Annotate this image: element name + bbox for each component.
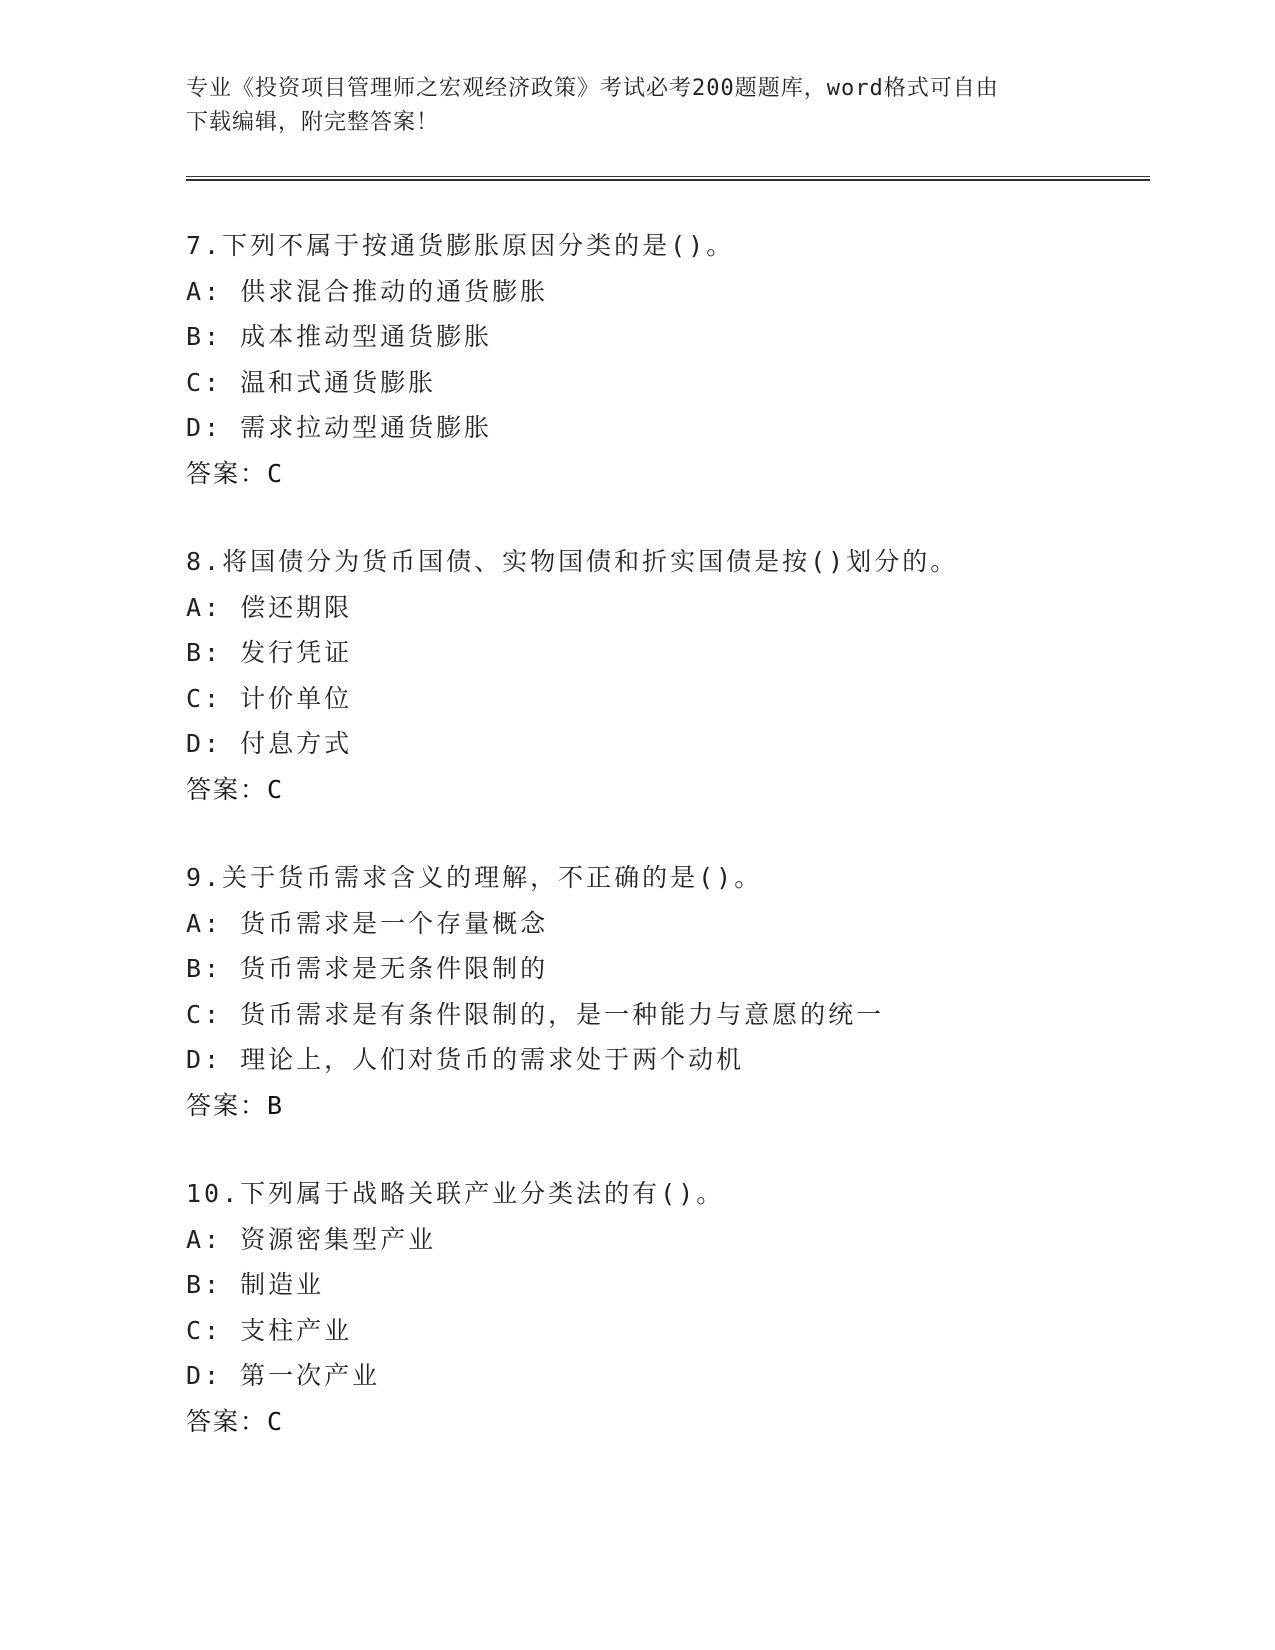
option-c: C: 温和式通货膨胀: [186, 367, 437, 397]
option-c: C: 货币需求是有条件限制的，是一种能力与意愿的统一: [186, 999, 885, 1029]
answer-line: [186, 1399, 1186, 1445]
header-line-1: 专业《投资项目管理师之宏观经济政策》考试必考200题题库，word格式可自由: [186, 76, 999, 101]
answer-value: C: [267, 1406, 285, 1436]
answer-line: [186, 1083, 1186, 1129]
option-c: C: 支柱产业: [186, 1315, 353, 1345]
option-b: B: 货币需求是无条件限制的: [186, 954, 549, 983]
answer-label: 答案：: [186, 458, 268, 488]
option-d: D: 第一次产业: [186, 1361, 381, 1390]
option-a: A: 偿还期限: [186, 592, 353, 622]
answer-label: 答案：: [186, 1406, 268, 1436]
option-d: D: 需求拉动型通货膨胀: [186, 413, 493, 442]
option-b: B: 发行凭证: [186, 638, 353, 667]
option-b: B: 成本推动型通货膨胀: [186, 322, 493, 351]
question-title: 10.下列属于战略关联产业分类法的有()。: [186, 1179, 725, 1208]
option-c: C: 计价单位: [186, 683, 353, 713]
question-9: [186, 855, 1186, 1128]
question-8: [186, 539, 1186, 812]
header-divider: [186, 176, 1150, 181]
header-line-2: 下载编辑，附完整答案！: [186, 110, 440, 135]
question-title: 7.下列不属于按通货膨胀原因分类的是()。: [186, 231, 735, 260]
option-d: D: 理论上，人们对货币的需求处于两个动机: [186, 1045, 745, 1074]
answer-label: 答案：: [186, 1090, 268, 1120]
question-title: 8.将国债分为货币国债、实物国债和折实国债是按()划分的。: [186, 547, 959, 576]
option-a: A: 供求混合推动的通货膨胀: [186, 276, 549, 306]
document-header: [186, 72, 1086, 140]
answer-value: C: [267, 774, 285, 804]
answer-line: [186, 451, 1186, 497]
question-7: [186, 223, 1186, 496]
answer-label: 答案：: [186, 774, 268, 804]
answer-line: [186, 767, 1186, 813]
option-a: A: 资源密集型产业: [186, 1224, 437, 1254]
answer-value: C: [267, 458, 285, 488]
option-d: D: 付息方式: [186, 729, 353, 758]
answer-value: B: [267, 1090, 285, 1120]
option-a: A: 货币需求是一个存量概念: [186, 908, 549, 938]
question-title: 9.关于货币需求含义的理解，不正确的是()。: [186, 863, 763, 892]
question-10: [186, 1171, 1186, 1444]
option-b: B: 制造业: [186, 1270, 325, 1299]
